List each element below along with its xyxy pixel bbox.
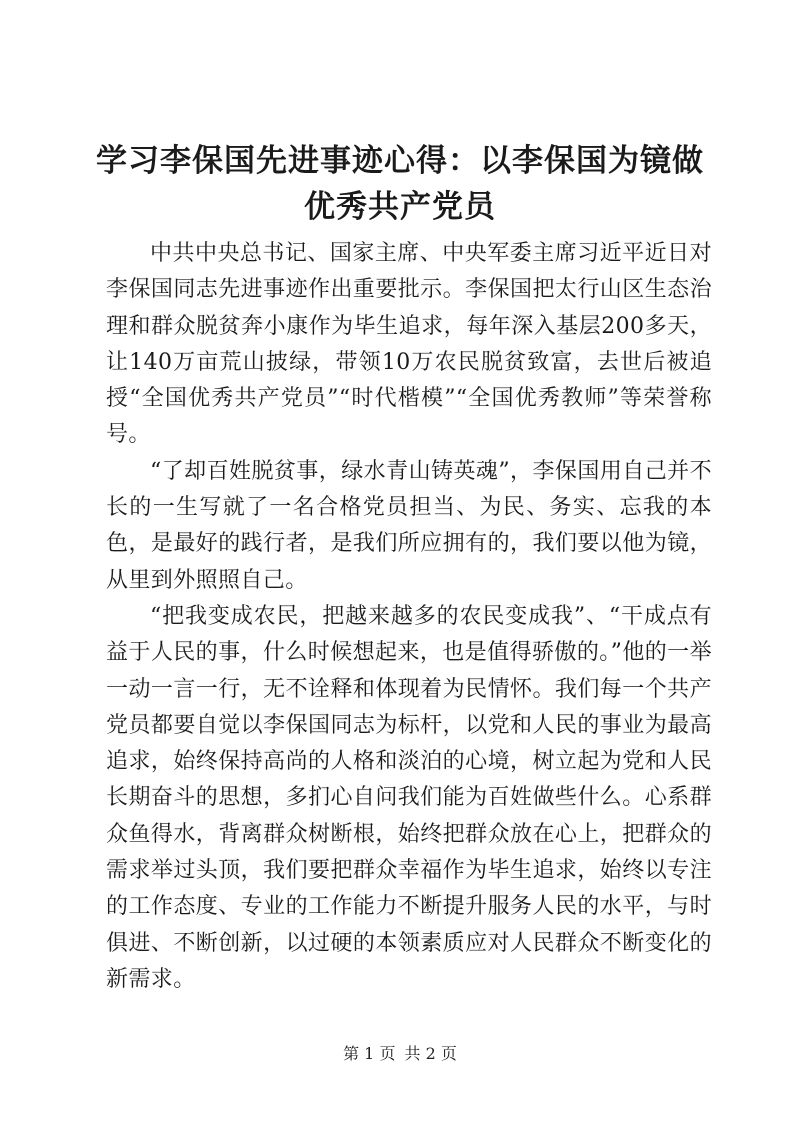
paragraph: 中共中央总书记、国家主席、中央军委主席习近平近日对李保国同志先进事迹作出重要批示。李保国把太行山区生态治理和群众脱贫奔小康作为毕生追求，每年深入基层200多天，让140万亩荒山披绿，带领10万农民脱贫致富，去世后被追授“全国优秀共产党员”“时代楷模”“全国优秀教师”等荣誉称号。 — [106, 241, 712, 448]
page-footer — [0, 1044, 800, 1064]
paragraph: “把我变成农民，把越来越多的农民变成我”、“干成点有益于人民的事，什么时候想起来，也是值得骄傲的。”他的一举一动一言一行，无不诠释和体现着为民情怀。我们每一个共产党员都要自觉以李保国同志为标杆，以党和人民的事业为最高追求，始终保持高尚的人格和淡泊的心境，树立起为党和人民长期奋斗的思想，多扪心自问我们能为百姓做些什么。心系群众鱼得水，背离群众树断根，始终把群众放在心上，把群众的需求举过头顶，我们要把群众幸福作为毕生追求，始终以专注的工作态度、专业的工作能力不断提升服务人民的水平，与时俱进、不断创新，以过硬的本领素质应对人民群众不断变化的新需求。 — [106, 603, 712, 992]
page-number: 第 1 页 — [343, 1044, 396, 1063]
document-title: 学习李保国先进事迹心得：以李保国为镜做优秀共产党员 — [96, 143, 704, 225]
page-total: 共 2 页 — [404, 1044, 457, 1063]
paragraph: “了却百姓脱贫事，绿水青山铸英魂”，李保国用自己并不长的一生写就了一名合格党员担当、为民、务实、忘我的本色，是最好的践行者，是我们所应拥有的，我们要以他为镜，从里到外照照自己。 — [106, 458, 712, 593]
document-body — [106, 236, 712, 998]
